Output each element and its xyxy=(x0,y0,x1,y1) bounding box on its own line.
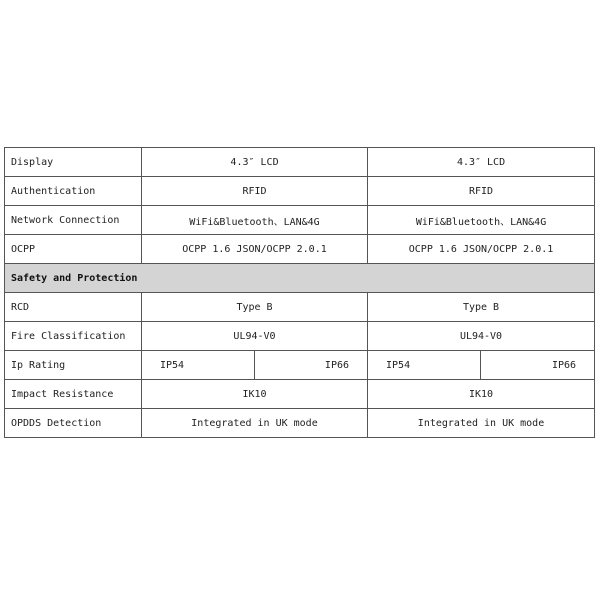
row-label-rcd: RCD xyxy=(5,293,142,322)
table-row-ocpp xyxy=(5,235,595,264)
table-row-ip-rating xyxy=(5,351,595,380)
impact-value-2: IK10 xyxy=(368,380,595,409)
section-title: Safety and Protection xyxy=(5,264,595,293)
ocpp-value-1: OCPP 1.6 JSON/OCPP 2.0.1 xyxy=(142,235,368,264)
network-value-1: WiFi&Bluetooth、LAN&4G xyxy=(142,206,368,235)
row-label-ocpp: OCPP xyxy=(5,235,142,264)
network-value-2: WiFi&Bluetooth、LAN&4G xyxy=(368,206,595,235)
authentication-value-1: RFID xyxy=(142,177,368,206)
ip-value-1b: IP66 xyxy=(255,351,368,380)
table-row-fire xyxy=(5,322,595,351)
ip-value-2b: IP66 xyxy=(481,351,595,380)
row-label-fire: Fire Classification xyxy=(5,322,142,351)
rcd-value-2: Type B xyxy=(368,293,595,322)
display-value-1: 4.3″ LCD xyxy=(142,148,368,177)
rcd-value-1: Type B xyxy=(142,293,368,322)
ip-value-1a: IP54 xyxy=(142,351,255,380)
ip-value-2a: IP54 xyxy=(368,351,481,380)
fire-value-1: UL94-V0 xyxy=(142,322,368,351)
opdds-value-1: Integrated in UK mode xyxy=(142,409,368,438)
authentication-value-2: RFID xyxy=(368,177,595,206)
table-row-opdds xyxy=(5,409,595,438)
table-row-impact xyxy=(5,380,595,409)
row-label-display: Display xyxy=(5,148,142,177)
ocpp-value-2: OCPP 1.6 JSON/OCPP 2.0.1 xyxy=(368,235,595,264)
table-row-rcd xyxy=(5,293,595,322)
row-label-impact: Impact Resistance xyxy=(5,380,142,409)
section-header-row xyxy=(5,264,595,293)
fire-value-2: UL94-V0 xyxy=(368,322,595,351)
row-label-authentication: Authentication xyxy=(5,177,142,206)
spec-table xyxy=(4,147,595,438)
row-label-network: Network Connection xyxy=(5,206,142,235)
table-row-network xyxy=(5,206,595,235)
row-label-opdds: OPDDS Detection xyxy=(5,409,142,438)
table-row-display xyxy=(5,148,595,177)
table-row-authentication xyxy=(5,177,595,206)
impact-value-1: IK10 xyxy=(142,380,368,409)
row-label-ip-rating: Ip Rating xyxy=(5,351,142,380)
opdds-value-2: Integrated in UK mode xyxy=(368,409,595,438)
display-value-2: 4.3″ LCD xyxy=(368,148,595,177)
